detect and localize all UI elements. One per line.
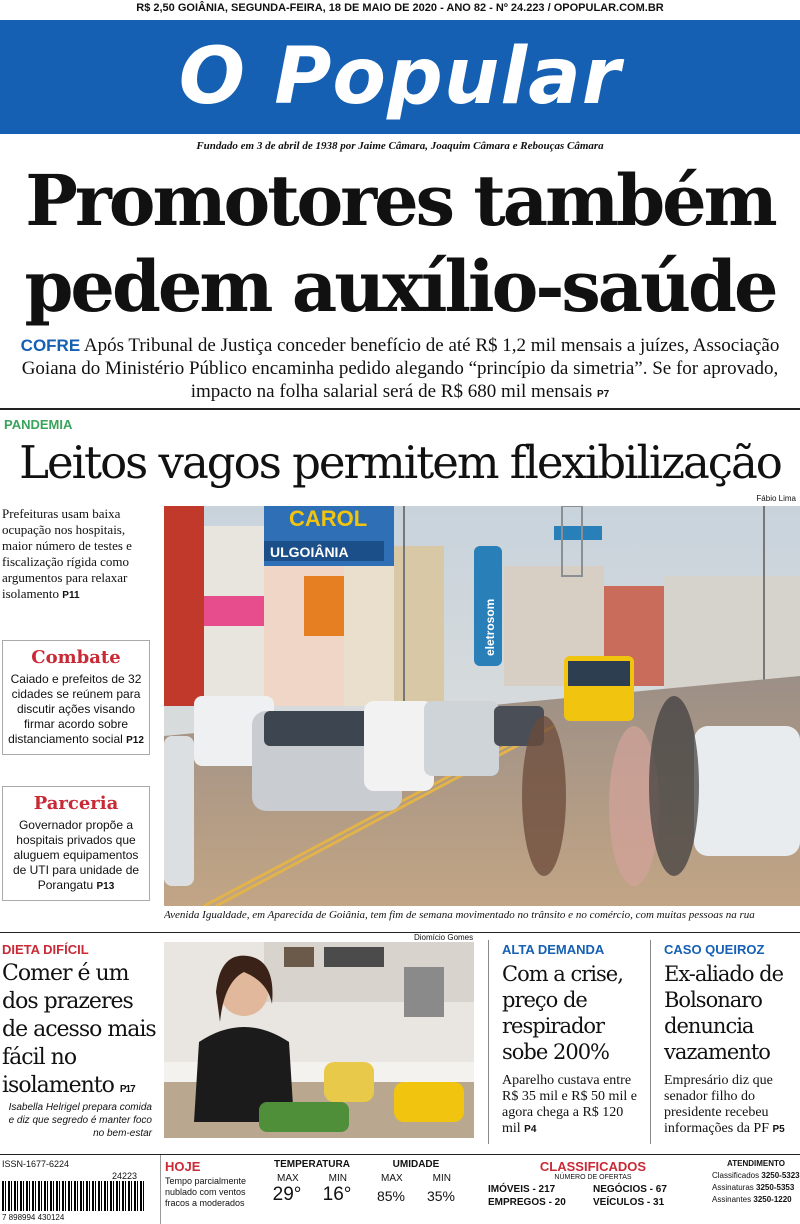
queiroz-body — [664, 1073, 800, 1138]
demanda-kicker: ALTA DEMANDA — [502, 942, 605, 957]
atendimento-title: ATENDIMENTO — [727, 1159, 785, 1168]
pandemia-lead-text: Prefeituras usam baixa ocupação nos hospitais, maior número de testes e fiscalização rígida como argumentos para relaxar isolamento — [2, 506, 132, 601]
column-divider — [650, 940, 651, 1144]
barcode — [2, 1181, 146, 1211]
queiroz-text: Empresário diz que senador filho do presidente recebeu informações da PF — [664, 1073, 773, 1136]
classificados-block[interactable] — [476, 1155, 710, 1224]
combate-box[interactable] — [2, 640, 150, 755]
divider — [0, 932, 800, 933]
atendimento-number: 3250-5353 — [756, 1183, 795, 1192]
queiroz-headline: Ex-aliado de Bolsonaro denuncia vazamento — [664, 962, 784, 1064]
demanda-story[interactable] — [502, 942, 644, 1138]
dieta-caption: Isabella Helrigel prepara comida e diz que segredo é manter foco no bem-estar — [8, 1102, 152, 1139]
atendimento-block — [712, 1155, 800, 1224]
temperatura-block — [262, 1155, 362, 1224]
weather-hoje — [160, 1155, 260, 1224]
demanda-text: Aparelho custava entre R$ 35 mil e R$ 50 mil e agora chega a R$ 120 mil — [502, 1073, 637, 1136]
dieta-headline[interactable] — [2, 960, 158, 1104]
temp-max-label: MAX — [276, 1173, 299, 1184]
classificados-title: CLASSIFICADOS — [539, 1159, 647, 1174]
parceria-body — [7, 818, 145, 894]
edition-number: 24223 — [112, 1171, 138, 1181]
footer-bar — [0, 1154, 800, 1224]
page-ref: P13 — [96, 881, 115, 892]
photo-credit: Diomício Gomes — [414, 933, 474, 942]
atendimento-number: 3250-5323 — [761, 1171, 800, 1180]
page-ref: P12 — [126, 735, 144, 746]
dieta-headline-text: Comer é um dos prazeres de acesso mais fácil no isolamento — [2, 961, 156, 1098]
demanda-body — [502, 1073, 644, 1138]
barcode-block — [2, 1155, 148, 1224]
classificado-item: EMPREGOS - 20 — [488, 1197, 566, 1208]
parceria-text: Governador propõe a hospitais privados que aluguem equipamentos de UTI para unidade de Porangatu — [12, 818, 140, 892]
parceria-box[interactable] — [2, 786, 150, 901]
hoje-text: Tempo parcialmente nublado com ventos fracos a moderados — [165, 1176, 247, 1208]
atendimento-label: Assinantes — [712, 1195, 752, 1204]
main-headline[interactable]: Promotores também pedem auxílio-saúde — [24, 159, 776, 328]
temp-min: 16° — [322, 1184, 352, 1205]
top-info-line: R$ 2,50 GOIÂNIA, SEGUNDA-FEIRA, 18 DE MAIO DE 2020 - ANO 82 - Nº 24.223 / OPOPULAR.COM.BR — [136, 2, 664, 14]
page-ref: P5 — [772, 1124, 785, 1135]
issn: ISSN-1677-6224 — [2, 1159, 70, 1169]
page-ref: P17 — [119, 1084, 135, 1095]
kitchen-scene-image — [164, 942, 474, 1138]
atendimento-line — [712, 1182, 800, 1194]
parceria-title: Parceria — [33, 793, 119, 814]
temp-min-label: MIN — [328, 1173, 347, 1184]
combate-body — [7, 672, 145, 748]
masthead[interactable] — [0, 20, 800, 134]
queiroz-story[interactable] — [664, 942, 800, 1138]
atendimento-label: Assinaturas — [712, 1183, 754, 1192]
masthead-logo: O Popular — [178, 32, 622, 122]
classificados-subtitle: NÚMERO DE OFERTAS — [554, 1174, 632, 1181]
umid-min-label: MIN — [432, 1173, 451, 1184]
atendimento-number: 3250-1220 — [753, 1195, 792, 1204]
photo-caption: Avenida Igualdade, em Aparecida de Goiânia, tem fim de semana movimentado no trânsito e no comércio, com muitas pessoas na rua — [164, 909, 755, 921]
queiroz-kicker: CASO QUEIROZ — [664, 942, 765, 957]
atendimento-label: Classificados — [712, 1171, 760, 1180]
pandemia-headline[interactable]: Leitos vagos permitem flexibilização — [19, 436, 781, 489]
column-divider — [488, 940, 489, 1144]
umid-max: 85% — [376, 1188, 406, 1204]
classificado-item: NEGÓCIOS - 67 — [593, 1184, 667, 1195]
temp-max: 29° — [272, 1184, 302, 1205]
dieta-kicker: DIETA DIFÍCIL — [2, 942, 89, 957]
main-subhead-text: Após Tribunal de Justiça conceder benefício de até R$ 1,2 mil mensais a juízes, Associação Goiana do Ministério Público encaminha pedido alegando “princípio da simetria”. Se for aprovado, impacto na folha salarial será de R$ 680 mil mensais — [21, 335, 780, 402]
atendimento-line — [712, 1170, 800, 1182]
demanda-headline: Com a crise, preço de respirador sobe 200% — [502, 962, 623, 1064]
combate-text: Caiado e prefeitos de 32 cidades se reúnem para discutir ações visando firmar acordo sobre distanciamento social — [8, 672, 142, 746]
pandemia-kicker: PANDEMIA — [4, 417, 73, 432]
classificado-item: VEÍCULOS - 31 — [593, 1197, 665, 1208]
street-photo[interactable] — [164, 506, 800, 906]
combate-title: Combate — [31, 647, 121, 668]
sign-goiania: ULGOIÂNIA — [270, 544, 349, 560]
kitchen-photo[interactable] — [164, 942, 474, 1138]
pandemia-lead — [2, 506, 150, 604]
page-ref: P7 — [597, 389, 610, 400]
street-scene-image — [164, 506, 800, 906]
temperatura-title: TEMPERATURA — [274, 1159, 350, 1170]
umidade-block — [366, 1155, 466, 1224]
umidade-title: UMIDADE — [392, 1159, 440, 1170]
page-ref: P4 — [524, 1124, 537, 1135]
umid-min: 35% — [426, 1188, 456, 1204]
founded-line: Fundado em 3 de abril de 1938 por Jaime Câmara, Joaquim Câmara e Rebouças Câmara — [196, 140, 604, 152]
main-subhead — [20, 334, 780, 406]
classificado-item: IMÓVEIS - 217 — [488, 1184, 556, 1195]
divider — [0, 408, 800, 410]
photo-credit: Fábio Lima — [756, 494, 796, 503]
cofre-kicker: COFRE — [20, 336, 81, 355]
atendimento-line — [712, 1194, 800, 1206]
sign-carol: CAROL — [289, 506, 368, 531]
sign-eletrosom: eletrosom — [483, 598, 497, 656]
barcode-number: 7 898994 430124 — [2, 1213, 65, 1222]
hoje-title: HOJE — [165, 1159, 201, 1174]
page-ref: P11 — [62, 590, 80, 601]
umid-max-label: MAX — [380, 1173, 403, 1184]
